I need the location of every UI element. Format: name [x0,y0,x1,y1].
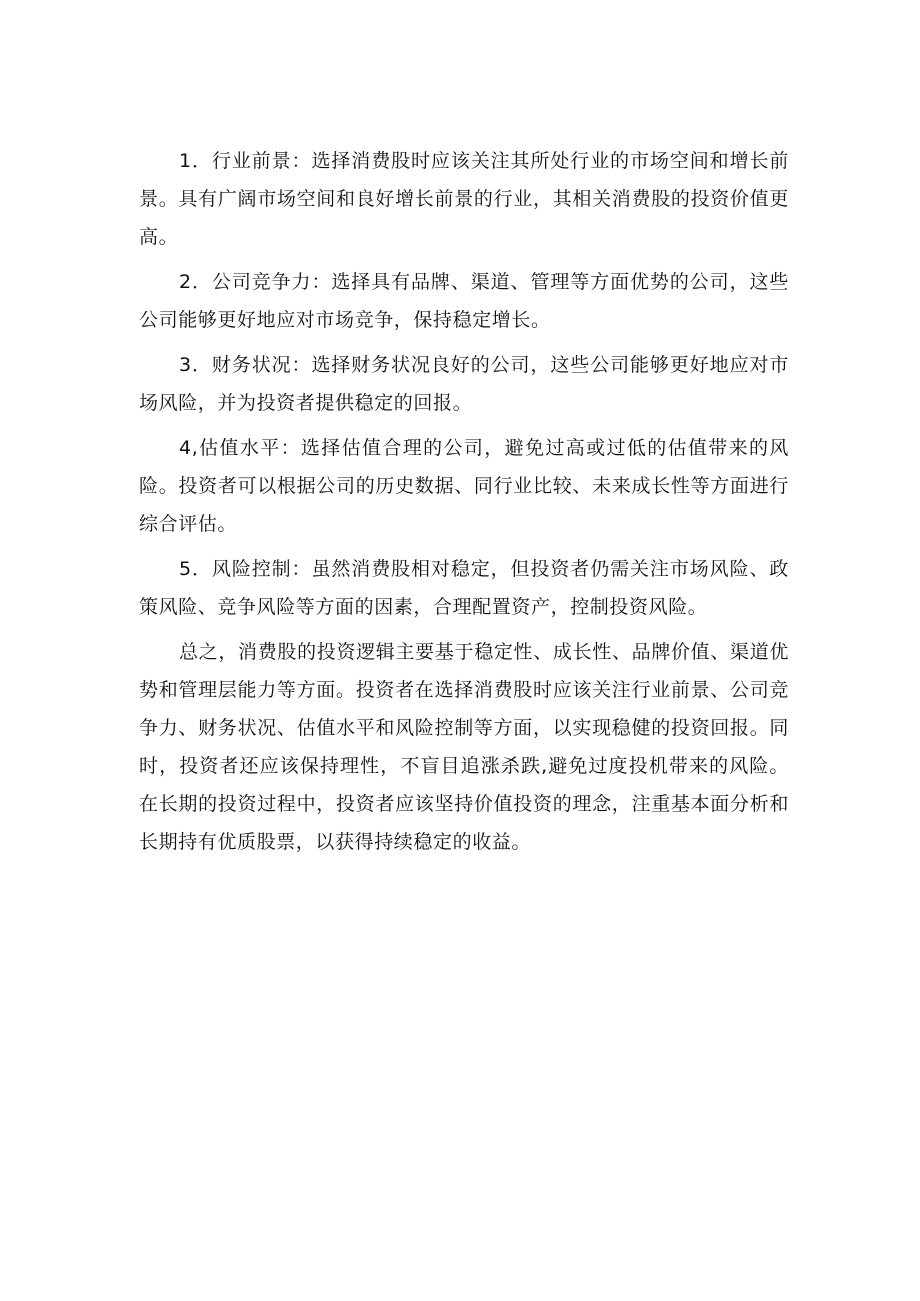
paragraph-company-competitiveness: 2．公司竞争力：选择具有品牌、渠道、管理等方面优势的公司，这些公司能够更好地应对市场竞争，保持稳定增长。 [139,271,789,331]
paragraph-summary: 总之，消费股的投资逻辑主要基于稳定性、成长性、品牌价值、渠道优势和管理层能力等方面。投资者在选择消费股时应该关注行业前景、公司竞争力、财务状况、估值水平和风险控制等方面，以实现稳健的投资回报。同时，投资者还应该保持理性，不盲目追涨杀跌,避免过度投机带来的风险。在长期的投资过程中，投资者应该坚持价值投资的理念，注重基本面分析和长期持有优质股票，以获得持续稳定的收益。 [139,641,789,853]
paragraph-financial-condition: 3．财务状况：选择财务状况良好的公司，这些公司能够更好地应对市场风险，并为投资者提供稳定的回报。 [139,354,789,414]
document-body [139,142,789,868]
paragraph-valuation-level: 4,估值水平：选择估值合理的公司，避免过高或过低的估值带来的风险。投资者可以根据公司的历史数据、同行业比较、未来成长性等方面进行综合评估。 [139,437,789,535]
paragraph-risk-control: 5．风险控制：虽然消费股相对稳定，但投资者仍需关注市场风险、政策风险、竞争风险等方面的因素，合理配置资产，控制投资风险。 [139,558,789,618]
paragraph-industry-outlook: 1．行业前景：选择消费股时应该关注其所处行业的市场空间和增长前景。具有广阔市场空间和良好增长前景的行业，其相关消费股的投资价值更高。 [139,150,789,248]
